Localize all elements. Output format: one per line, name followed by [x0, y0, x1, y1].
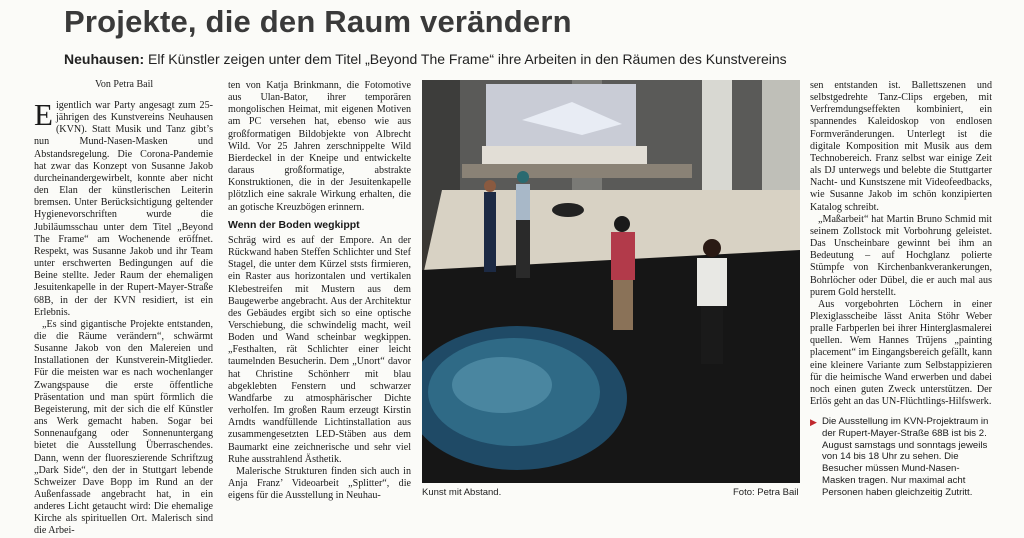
article-column-2	[228, 80, 411, 502]
paragraph: Malerische Strukturen finden sich auch in Anja Franz’ Videoarbeit „Splitter“, die eigens für die Ausstellung in Neuhau-	[228, 465, 411, 502]
article-photo	[422, 80, 800, 483]
article-column-3	[810, 80, 992, 408]
paragraph: ten von Katja Brinkmann, die Fotomotive aus Ulan-Bator, ihrer temporären mongolischen Heimat, mit eigenen Motiven am PC versehen hat, ebenso wie aus großformatigen Bildobjekte von Albrecht Wild. Vor 25 Jahren zerschnippelte Wild Bierdeckel in der Kneipe und entwickelte daraus großformatige, abstrakte Konstruktionen, die in der Jesuitenkapelle plötzlich eine sakrale Wirkung erhalten, die an gotische Kreuzbögen erinnern.	[228, 80, 411, 213]
subhead-location: Neuhausen:	[64, 51, 145, 67]
photo-caption: Kunst mit Abstand.	[422, 487, 502, 498]
drop-cap: E	[34, 97, 53, 132]
paragraph: „Es sind gigantische Projekte entstanden, die die Räume verändern“, schwärmt Susanne Jakob von den Malereien und Installationen der Kunstverein-Mitglieder. Für die meisten war es nach wochenlanger Zwangspause die erste öffentliche Präsentation und man spürt förmlich die Begeisterung, mit der sich die elf Künstler ans Werk gemacht haben. Sogar bei Sonnenaufgang oder Sonnenuntergang bietet die Ausstellung Überraschendes. Dann, wenn der fluoreszierende Schriftzug „Dark Side“, den der in Stuttgart lebende Schweizer Dave Bopp im Rund an der Außenfassade angebracht hat, in ein anderes Licht getaucht wird: Die ehemalige Kirche als spirituellen Ort. Malerisch sind die Arbei-	[34, 318, 213, 537]
article-column-1	[34, 97, 213, 538]
paragraph: Schräg wird es auf der Empore. An der Rückwand haben Steffen Schlichter und Stef Stagel, die unter dem Kürzel ststs firmieren, ein Raster aus horizontalen und vertikalen Klebestreifen mit Mustern aus dem Baugewerbe angebracht. Aus der Architektur des Gebäudes ergibt sich so eine optische Verschiebung, die schwindelig macht, weil Boden und Wand scheinbar wegkippen. „Festhalten, rät Schlichter einer leicht taumelnden Besucherin. Dem „Unort“ davor hat Christine Schönherr mit blau abgeklebten Fenstern und schwarzer Wandfarbe zu atmosphärischer Dichte verholfen. Im großen Raum erzeugt Kirstin Arndts wandfüllende Lichtinstallation aus zusammengesetzten LED-Stäben aus dem Baumarkt eine zeichnerische und sehr viel Ruhe ausstrahlend Ästhetik.	[228, 234, 411, 465]
photo-credit: Foto: Petra Bail	[733, 487, 799, 498]
paragraph: Aus vorgebohrten Löchern in einer Plexiglasscheibe lässt Anita Stöhr Weber pralle Farbperlen bei ihrer Hinterglasmalerei quellen. Wem Hannes Trüjens „painting placement“ im Eingangsbereich gefällt, kann eine kleinere Variante zum Selbstappizieren für die heimische Wand erwerben und dabei noch einen guten Zweck unterstützen. Der Erlös geht an das UN-Flüchtlings-Hilfswerk.	[810, 298, 992, 408]
paragraph	[34, 97, 213, 319]
section-heading: Wenn der Boden wegkippt	[228, 218, 360, 231]
arrow-right-icon: ▶	[810, 417, 817, 427]
subhead-text: Elf Künstler zeigen unter dem Titel „Beyond The Frame“ ihre Arbeiten in den Räumen des Kunstvereins	[144, 51, 787, 67]
paragraph: „Maßarbeit“ hat Martin Bruno Schmid mit seinem Zollstock mit Vorbohrung geleistet. Das Unscheinbare gewinnt bei ihm an Bedeutung – auf Hochglanz polierte Stümpfe von Kirchenbankverankerungen, Bohrlöcher oder Dübel, die er auch mal aus purem Gold herstellt.	[810, 213, 992, 298]
paragraph-text: igentlich war Party angesagt zum 25-jährigen des Kunstvereins Neuhausen (KVN). Statt Musik und Tanz gibt’s nun Mund-Nasen-Masken und Abstandsregelung. Die Corona-Pandemie hat zwar das Konzept von Susanne Jakob durcheinandergewirbelt, konnte aber nicht den Elan der künstlerischen Leiterin bremsen. Unter Berücksichtigung geltender Hygienevorschriften wurde die Jubiläumsschau unter dem Titel „Beyond The Frame“ am Wochenende eröffnet. Respekt, was Susanne Jakob und ihr Team unter erschwerten Bedingungen auf die Beine stellte. Jeder Raum der ehemaligen Jesuitenkapelle in der Rupert-Mayer-Straße 68B, in der der KVN residiert, ist ein Erlebnis.	[34, 100, 213, 318]
subhead	[64, 51, 787, 67]
headline: Projekte, die den Raum verändern	[64, 4, 572, 39]
info-box-text: Die Ausstellung im KVN-Projektraum in der Rupert-Mayer-Straße 68B ist bis 2. August samstags und sonntags jeweils von 14 bis 18 Uhr zu sehen. Die Besucher müssen Mund-Nasen-Masken tragen. Nur maximal acht Personen haben gleichzeitig Zutritt.	[822, 416, 989, 498]
paragraph: sen entstanden ist. Ballettszenen und selbstgedrehte Tanz-Clips ergeben, mit Verfremdungseffekten kombiniert, ein spannendes Kaleidoskop von endlosen Formveränderungen. Unterlegt ist die digitale Komposition mit Musik aus dem Technobereich. Franz selbst war einige Zeit als DJ unterwegs und belebte die Stuttgarter Nacht- und Kunstszene mit Videofeedbacks, wie Susanne Jakob im schön konzipierten Katalog schreibt.	[810, 80, 992, 213]
byline: Von Petra Bail	[95, 79, 154, 90]
info-box	[810, 416, 992, 499]
